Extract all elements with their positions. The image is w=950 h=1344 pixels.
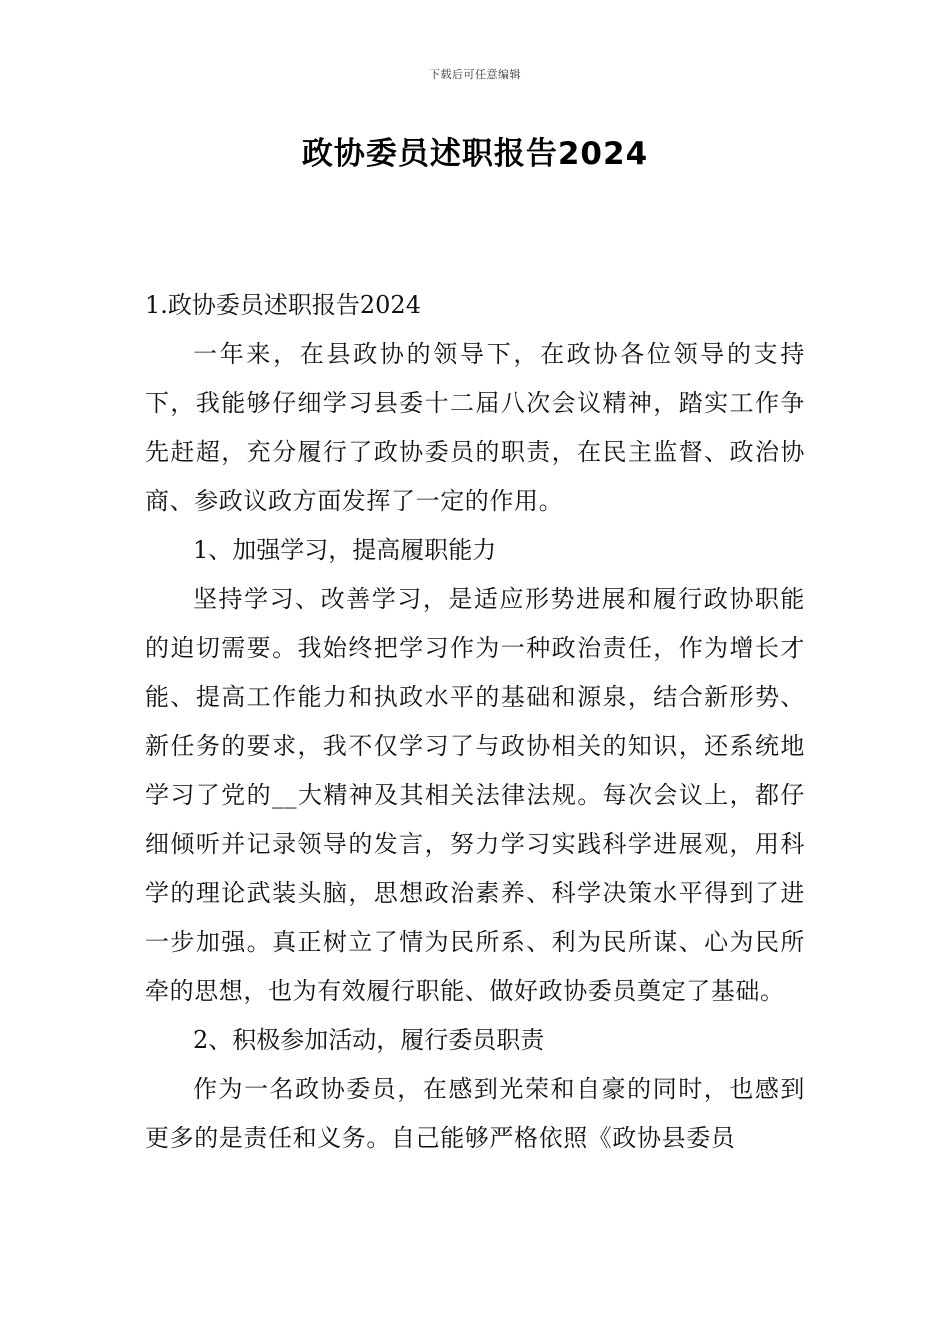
body-paragraph: 一年来，在县政协的领导下，在政协各位领导的支持下，我能够仔细学习县委十二届八次会议精神，踏实工作争先赶超，充分履行了政协委员的职责，在民主监督、政治协商、参政议政方面发挥了一定的作用。 xyxy=(145,340,805,515)
body-paragraph: 作为一名政协委员，在感到光荣和自豪的同时，也感到更多的是责任和义务。自己能够严格依照《政协县委员 xyxy=(145,1075,805,1152)
document-body xyxy=(145,281,805,1163)
section-heading: 1、加强学习，提高履职能力 xyxy=(193,536,497,564)
body-paragraph: 坚持学习、改善学习，是适应形势进展和履行政协职能的迫切需要。我始终把学习作为一种政治责任，作为增长才能、提高工作能力和执政水平的基础和源泉，结合新形势、新任务的要求，我不仅学习了与政协相关的知识，还系统地学习了党的__大精神及其相关法律法规。每次会议上，都仔细倾听并记录领导的发言，努力学习实践科学进展观，用科学的理论武装头脑，思想政治素养、科学决策水平得到了进一步加强。真正树立了情为民所系、利为民所谋、心为民所牵的思想，也为有效履行职能、做好政协委员奠定了基础。 xyxy=(145,585,805,1005)
section-heading: 2、积极参加活动，履行委员职责 xyxy=(193,1026,545,1054)
page-header: 下载后可任意编辑 xyxy=(429,68,521,81)
document-title: 政协委员述职报告2024 xyxy=(301,136,649,172)
section-subheading: 1.政协委员述职报告2024 xyxy=(145,291,421,319)
